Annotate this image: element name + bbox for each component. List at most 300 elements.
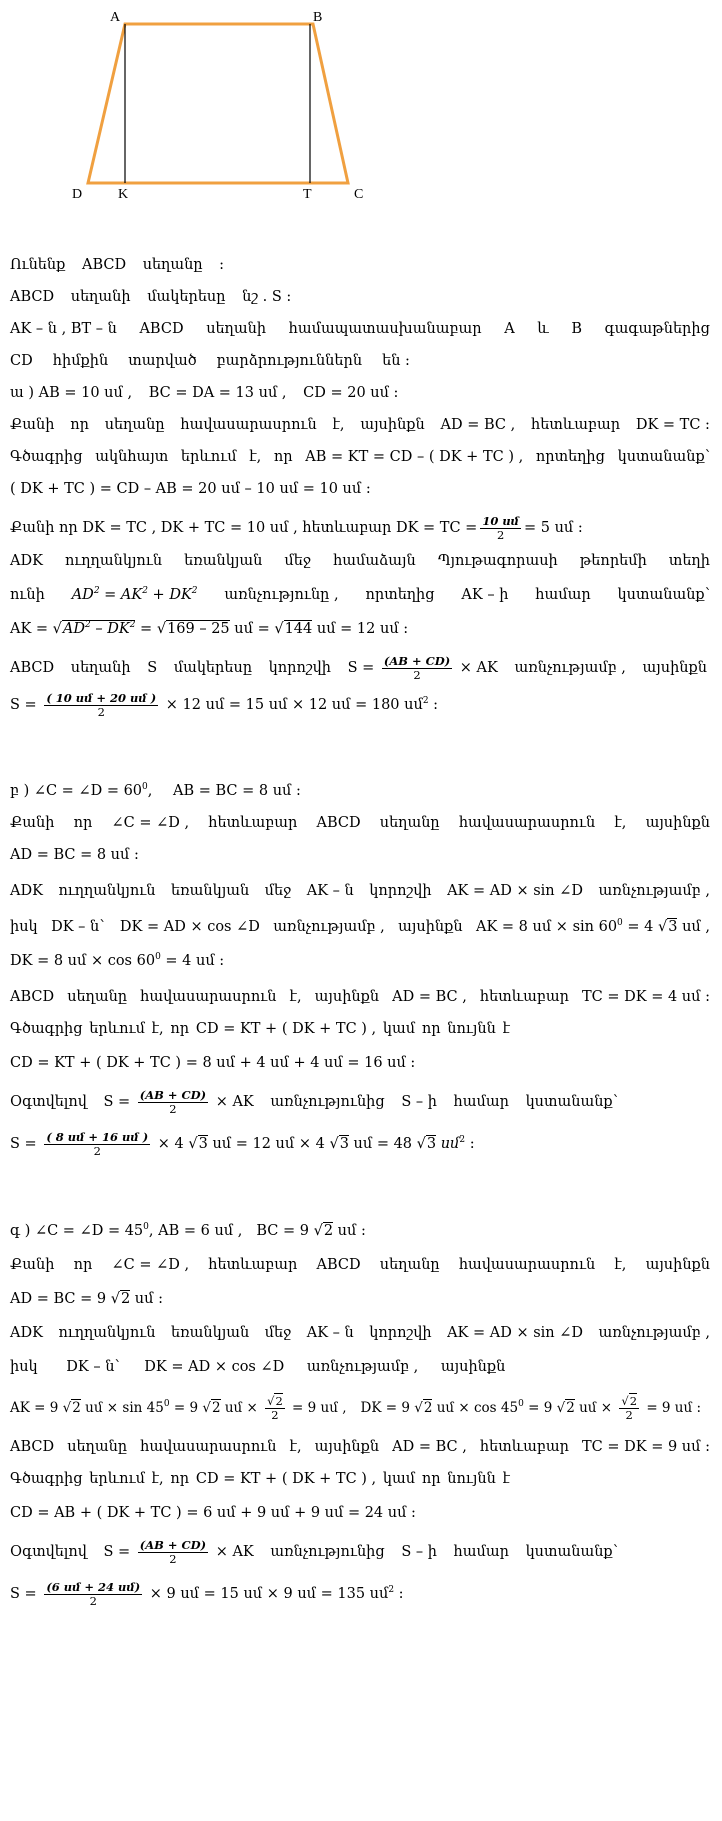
word: հետևաբար xyxy=(479,989,569,1005)
exponent: 0 xyxy=(155,952,161,962)
word: Քանի xyxy=(10,1257,55,1273)
word: նշ . S : xyxy=(242,289,292,305)
word: որ xyxy=(421,1471,441,1487)
exponent: 0 xyxy=(518,1399,524,1409)
word: որտեղից xyxy=(535,449,605,465)
sqrt-sign: √ xyxy=(274,621,284,637)
word: ∠C = ∠D , xyxy=(111,1257,190,1273)
sqrt-sign: √ xyxy=(267,1394,275,1408)
vertex-label-t: T xyxy=(303,187,312,202)
term: – DK xyxy=(90,621,130,637)
vertex-label-c: C xyxy=(354,187,364,202)
fraction xyxy=(382,655,452,682)
word: , AB = 6 սմ , xyxy=(148,1223,243,1239)
line-03 xyxy=(10,318,710,340)
term: գ ) ∠C = ∠D = 45 xyxy=(10,1223,144,1239)
radicand: 144 xyxy=(284,621,313,637)
line-11 xyxy=(10,584,710,606)
word: առնչությունից xyxy=(270,1544,385,1560)
word: որ xyxy=(170,1471,190,1487)
term: = 9 xyxy=(169,1400,203,1416)
word: այսինքն xyxy=(645,1257,710,1273)
line-01 xyxy=(10,254,710,276)
unit: սմ xyxy=(436,1136,460,1152)
ak-value xyxy=(476,916,710,938)
word: ( DK + TC ) = CD – AB = 20 սմ – 10 սմ = 10 սմ : xyxy=(10,481,371,497)
term: : xyxy=(394,1586,404,1602)
term: AD = BC = 9 xyxy=(10,1291,111,1307)
word: ուղղանկյուն xyxy=(65,553,163,569)
term: սմ × xyxy=(574,1400,617,1416)
line-06 xyxy=(10,414,710,436)
word: է, xyxy=(289,989,302,1005)
term: × AK xyxy=(455,660,498,676)
word: առնչությամբ , xyxy=(598,1325,710,1341)
word: ADK xyxy=(10,553,43,569)
line-22 xyxy=(10,1018,510,1040)
exponent: 2 xyxy=(85,620,91,630)
line-29 xyxy=(10,1322,710,1344)
word: ուղղանկյուն xyxy=(58,883,156,899)
line-18 xyxy=(10,880,710,902)
word: Օգտվելով xyxy=(10,1094,87,1110)
word: որ xyxy=(73,815,93,831)
term: = 9 xyxy=(523,1400,557,1416)
radicand: 2 xyxy=(629,1394,638,1408)
word: TC = DK = 9 սմ : xyxy=(582,1439,710,1455)
term: AK = xyxy=(10,621,53,637)
numerator: (AB + CD) xyxy=(383,653,451,668)
fraction xyxy=(619,1395,639,1422)
line-36 xyxy=(10,1579,710,1609)
word: Պյութագորասի xyxy=(437,553,558,569)
word: կորոշվի xyxy=(268,660,331,676)
word: CD xyxy=(10,353,33,369)
term: : xyxy=(465,1136,475,1152)
word: կորոշվի xyxy=(369,1325,432,1341)
term: S = xyxy=(10,1136,42,1152)
line-32 xyxy=(10,1436,710,1458)
word: ABCD xyxy=(139,321,184,337)
radicand: 2 xyxy=(275,1394,283,1408)
term: = xyxy=(135,621,157,637)
radicand: 2 xyxy=(323,1223,334,1239)
word: կստանանք՝ xyxy=(525,1544,618,1560)
line-13 xyxy=(10,653,710,683)
term: = 4 xyxy=(622,919,658,935)
word: = 5 սմ : xyxy=(523,520,583,536)
term: : xyxy=(428,697,439,713)
term: × 9 սմ = 15 սմ × 9 սմ = 135 սմ xyxy=(145,1586,389,1602)
word: AK – ն xyxy=(306,883,354,899)
word: DK = TC : xyxy=(635,417,710,433)
numerator: ( 10 սմ + 20 սմ ) xyxy=(46,690,157,705)
word: AB = BC = 8 սմ : xyxy=(173,783,301,799)
word: կամ xyxy=(382,1021,416,1037)
word: իսկ xyxy=(10,919,38,935)
numerator xyxy=(265,1395,285,1409)
word: կորոշվի xyxy=(369,883,432,899)
word: այսինքն xyxy=(314,1439,380,1455)
sqrt-sign: √ xyxy=(110,1291,120,1307)
word: S xyxy=(147,660,158,676)
denominator: 2 xyxy=(93,1143,101,1158)
denominator: 2 xyxy=(169,1551,177,1566)
word: սեղանը xyxy=(379,815,440,831)
term: × AK xyxy=(211,1544,254,1560)
word: սեղանը xyxy=(67,1439,128,1455)
word: սեղանը xyxy=(142,257,203,273)
word: առնչությամբ , xyxy=(598,883,710,899)
word: երևում xyxy=(89,1471,145,1487)
radicand: 3 xyxy=(198,1136,208,1152)
word: մակերեսը xyxy=(173,660,253,676)
vertex-label-k: K xyxy=(118,187,129,202)
word: իսկ xyxy=(10,1359,38,1375)
line-24 xyxy=(10,1087,710,1117)
exponent: 0 xyxy=(617,918,623,928)
word: CD = KT + ( DK + TC ) = 8 սմ + 4 սմ + 4 սմ = 16 սմ : xyxy=(10,1055,416,1071)
term: DK = 9 xyxy=(360,1400,415,1416)
line-20 xyxy=(10,950,710,972)
exponent: 2 xyxy=(142,586,148,596)
term: սմ = 12 սմ : xyxy=(312,621,409,637)
line-09 xyxy=(10,513,710,543)
radicand: 169 – 25 xyxy=(167,621,230,637)
line-04 xyxy=(10,350,410,372)
word: հիմքին xyxy=(52,353,109,369)
word: համաձայն xyxy=(333,553,416,569)
word: AD = BC , xyxy=(440,417,516,433)
term: 9 xyxy=(49,1400,63,1416)
term: սմ : xyxy=(333,1223,366,1239)
fraction xyxy=(44,1131,150,1158)
word: : xyxy=(219,257,225,273)
word: ABCD xyxy=(10,289,55,305)
word: նույնն xyxy=(447,1021,496,1037)
line-21 xyxy=(10,986,710,1008)
numerator: ( 8 սմ + 16 սմ ) xyxy=(46,1129,149,1144)
denominator: 2 xyxy=(413,667,421,682)
word: հավասարասրուն xyxy=(140,1439,277,1455)
line-35 xyxy=(10,1537,710,1567)
word: որ xyxy=(273,449,293,465)
word: առնչությունը , xyxy=(224,587,339,603)
term: = 4 սմ : xyxy=(160,953,225,969)
word: A xyxy=(504,321,515,337)
word: ABCD xyxy=(81,257,127,273)
line-17 xyxy=(10,844,710,866)
numerator: (6 սմ + 24 սմ) xyxy=(46,1579,141,1594)
exponent: 2 xyxy=(129,620,136,630)
word: որտեղից xyxy=(365,587,435,603)
word: այսինքն xyxy=(645,815,710,831)
word: սեղանի xyxy=(206,321,267,337)
word: որ xyxy=(421,1021,441,1037)
word: ուղղանկյուն xyxy=(58,1325,156,1341)
line-25 xyxy=(10,1129,710,1159)
vertex-label-d: D xyxy=(72,187,83,202)
word: Քանի xyxy=(10,417,55,433)
radicand: 2 xyxy=(566,1400,575,1416)
word: ∠C = ∠D , xyxy=(111,815,190,831)
word: TC = DK = 4 սմ : xyxy=(582,989,710,1005)
word: առնչությունից xyxy=(270,1094,385,1110)
word: ABCD xyxy=(10,989,55,1005)
word: են : xyxy=(382,353,410,369)
sqrt-sign: √ xyxy=(156,621,167,637)
word: եռանկյան xyxy=(184,553,263,569)
word: է, xyxy=(151,1471,164,1487)
term: S = xyxy=(347,660,379,676)
area-formula xyxy=(103,1087,253,1117)
word: և xyxy=(537,321,549,337)
sqrt-sign: √ xyxy=(188,1136,198,1152)
word: համար xyxy=(453,1544,509,1560)
sqrt-sign: √ xyxy=(62,1400,72,1416)
line-12 xyxy=(10,618,710,640)
word: կստանանք՝ xyxy=(617,587,710,603)
word: առնչությամբ , xyxy=(514,660,626,676)
word: մակերեսը xyxy=(147,289,226,305)
term: AK = xyxy=(10,1400,50,1416)
exponent: 2 xyxy=(388,1585,395,1595)
word: առնչությամբ , xyxy=(273,919,385,935)
word: հավասարասրուն xyxy=(458,815,596,831)
numerator: 10 սմ xyxy=(482,513,519,528)
area-formula xyxy=(348,653,498,683)
word: ABCD xyxy=(10,660,55,676)
word: հետևաբար xyxy=(208,1257,298,1273)
term: AD xyxy=(62,621,86,637)
line-05 xyxy=(10,382,710,404)
term: × 4 xyxy=(153,1136,189,1152)
word: որ xyxy=(170,1021,190,1037)
vertex-label-a: A xyxy=(110,10,121,25)
word: Գծագրից xyxy=(10,1471,83,1487)
word: DK – ն` xyxy=(51,919,107,935)
line-30 xyxy=(10,1356,710,1378)
term: S = xyxy=(10,697,42,713)
radicand: 2 xyxy=(72,1400,81,1416)
radicand: 2 xyxy=(423,1400,433,1416)
word: ա ) AB = 10 սմ , xyxy=(10,385,133,401)
word: Ունենք xyxy=(10,257,66,273)
exponent: 0 xyxy=(143,1222,149,1232)
term: AK = 8 սմ × sin 60 xyxy=(476,919,618,935)
term: բ ) ∠C = ∠D = 60 xyxy=(10,783,143,799)
denominator: 2 xyxy=(625,1408,633,1422)
word: AD = BC = 8 սմ : xyxy=(10,847,139,863)
denominator: 2 xyxy=(89,1593,97,1608)
word: CD = KT + ( DK + TC ) , xyxy=(195,1021,377,1037)
sqrt-sign: √ xyxy=(313,1223,323,1239)
term: = AK xyxy=(99,587,143,603)
exponent: 2 xyxy=(422,696,429,706)
word: տեղի xyxy=(668,553,710,569)
word: AK = AD × sin ∠D xyxy=(447,1325,583,1341)
radicand xyxy=(62,620,136,637)
word: համար xyxy=(535,587,591,603)
line-08 xyxy=(10,478,710,500)
word: որ xyxy=(70,417,89,433)
exponent: 0 xyxy=(163,1399,170,1409)
term: սմ , xyxy=(677,919,710,935)
term: + DK xyxy=(147,587,192,603)
sqrt-sign: √ xyxy=(416,1136,426,1152)
word: AK – ն xyxy=(306,1325,354,1341)
radicand: 3 xyxy=(426,1136,437,1152)
term: S = xyxy=(103,1544,135,1560)
term: S = xyxy=(103,1094,135,1110)
denominator: 2 xyxy=(271,1408,279,1422)
term: AD xyxy=(71,587,94,603)
word: ABCD xyxy=(316,815,361,831)
word: AD = BC , xyxy=(392,989,467,1005)
word: CD = 20 սմ : xyxy=(303,385,399,401)
pythagoras-formula xyxy=(72,584,198,606)
word: է, xyxy=(249,449,262,465)
numerator xyxy=(619,1395,639,1409)
radicand: 2 xyxy=(211,1400,221,1416)
line-31 xyxy=(10,1392,710,1424)
word: ունի xyxy=(10,587,45,603)
word: AK – ի xyxy=(461,587,509,603)
word: է, xyxy=(151,1021,164,1037)
term: × AK xyxy=(211,1094,254,1110)
sqrt-sign: √ xyxy=(556,1400,566,1416)
word: ADK xyxy=(10,883,43,899)
word: սեղանի xyxy=(70,660,131,676)
word: մեջ xyxy=(284,553,311,569)
word: հետևաբար xyxy=(479,1439,569,1455)
word: Օգտվելով xyxy=(10,1544,87,1560)
term: սմ × xyxy=(220,1400,263,1416)
word: S – ի xyxy=(401,1544,437,1560)
term: × 12 սմ = 15 սմ × 12 սմ = 180 սմ xyxy=(161,697,423,713)
word: երևում xyxy=(89,1021,145,1037)
word: հավասարասրուն xyxy=(180,417,317,433)
exponent: 2 xyxy=(93,586,100,596)
line-16 xyxy=(10,812,710,834)
line-15 xyxy=(10,780,710,802)
line-27 xyxy=(10,1254,710,1276)
word: առնչությամբ , xyxy=(306,1359,419,1375)
trapezoid-abcd xyxy=(88,24,348,183)
denominator: 2 xyxy=(169,1101,177,1116)
word: մեջ xyxy=(264,1325,292,1341)
fraction xyxy=(265,1395,285,1422)
word: է xyxy=(502,1471,510,1487)
word: BC = DA = 13 սմ , xyxy=(148,385,287,401)
word: հավասարասրուն xyxy=(140,989,277,1005)
word: երևում xyxy=(180,449,237,465)
line-33 xyxy=(10,1468,510,1490)
fraction xyxy=(44,1581,142,1608)
word: սեղանի xyxy=(70,289,131,305)
sqrt-sign: √ xyxy=(657,919,668,935)
trapezoid-figure xyxy=(0,0,722,210)
word: B xyxy=(571,321,582,337)
line-23 xyxy=(10,1052,710,1074)
word: S – ի xyxy=(401,1094,437,1110)
fraction xyxy=(44,692,158,719)
term: = 9 սմ , xyxy=(287,1400,347,1416)
line-02 xyxy=(10,286,710,308)
exponent: 2 xyxy=(459,1135,466,1145)
term: BC = 9 xyxy=(256,1223,314,1239)
word: AK – ն , BT – ն xyxy=(10,321,117,337)
word: տարված xyxy=(128,353,197,369)
word: այսինքն xyxy=(440,1359,506,1375)
denominator: 2 xyxy=(496,527,505,542)
word: DK = AD × cos ∠D xyxy=(119,919,260,935)
exponent: 0 xyxy=(142,782,148,792)
exponent: 2 xyxy=(191,586,198,596)
word: է, xyxy=(614,815,627,831)
numerator: (AB + CD) xyxy=(139,1537,207,1552)
word: սեղանը xyxy=(379,1257,440,1273)
word: եռանկյան xyxy=(171,1325,250,1341)
word: բարձրություններն xyxy=(216,353,363,369)
sqrt-sign: √ xyxy=(329,1136,339,1152)
word: եռանկյան xyxy=(171,883,250,899)
word: համապատասխանաբար xyxy=(288,321,482,337)
word: DK – ն` xyxy=(66,1359,122,1375)
fraction xyxy=(138,1539,208,1566)
term: սմ : xyxy=(130,1291,163,1307)
word: հետևաբար xyxy=(208,815,298,831)
line-19 xyxy=(10,916,710,938)
radicand: 3 xyxy=(668,919,678,935)
word: է, xyxy=(614,1257,627,1273)
line-26 xyxy=(10,1220,710,1242)
word: թեորեմի xyxy=(579,553,647,569)
word: ADK xyxy=(10,1325,43,1341)
word: կստանանք՝ xyxy=(617,449,710,465)
word: կամ xyxy=(382,1471,416,1487)
word: սեղանը xyxy=(104,417,165,433)
word: ABCD xyxy=(316,1257,361,1273)
vertex-label-b: B xyxy=(313,10,323,25)
word: գագաթներից xyxy=(604,321,710,337)
denominator: 2 xyxy=(97,704,105,719)
radicand: 2 xyxy=(120,1291,131,1307)
term: = 9 սմ : xyxy=(642,1400,702,1416)
numerator: (AB + CD) xyxy=(139,1087,207,1102)
word: սեղանը xyxy=(67,989,128,1005)
word: CD = KT + ( DK + TC ) , xyxy=(195,1471,377,1487)
word: Քանի xyxy=(10,815,55,831)
line-14 xyxy=(10,690,710,720)
word: DK = AD × cos ∠D xyxy=(144,1359,285,1375)
word: կստանանք՝ xyxy=(525,1094,618,1110)
word: ABCD xyxy=(10,1439,55,1455)
word: Գծագրից xyxy=(10,1021,83,1037)
word: հավասարասրուն xyxy=(458,1257,596,1273)
word: է, xyxy=(289,1439,302,1455)
sqrt-sign: √ xyxy=(621,1394,629,1408)
word: , xyxy=(147,783,153,799)
radicand: 3 xyxy=(339,1136,349,1152)
area-formula xyxy=(103,1537,253,1567)
term: սմ = 48 xyxy=(348,1136,417,1152)
word: AD = BC , xyxy=(392,1439,467,1455)
line-10 xyxy=(10,550,710,572)
word: AK = AD × sin ∠D xyxy=(447,883,583,899)
term: S = xyxy=(10,1586,42,1602)
word: այսինքն xyxy=(360,417,425,433)
